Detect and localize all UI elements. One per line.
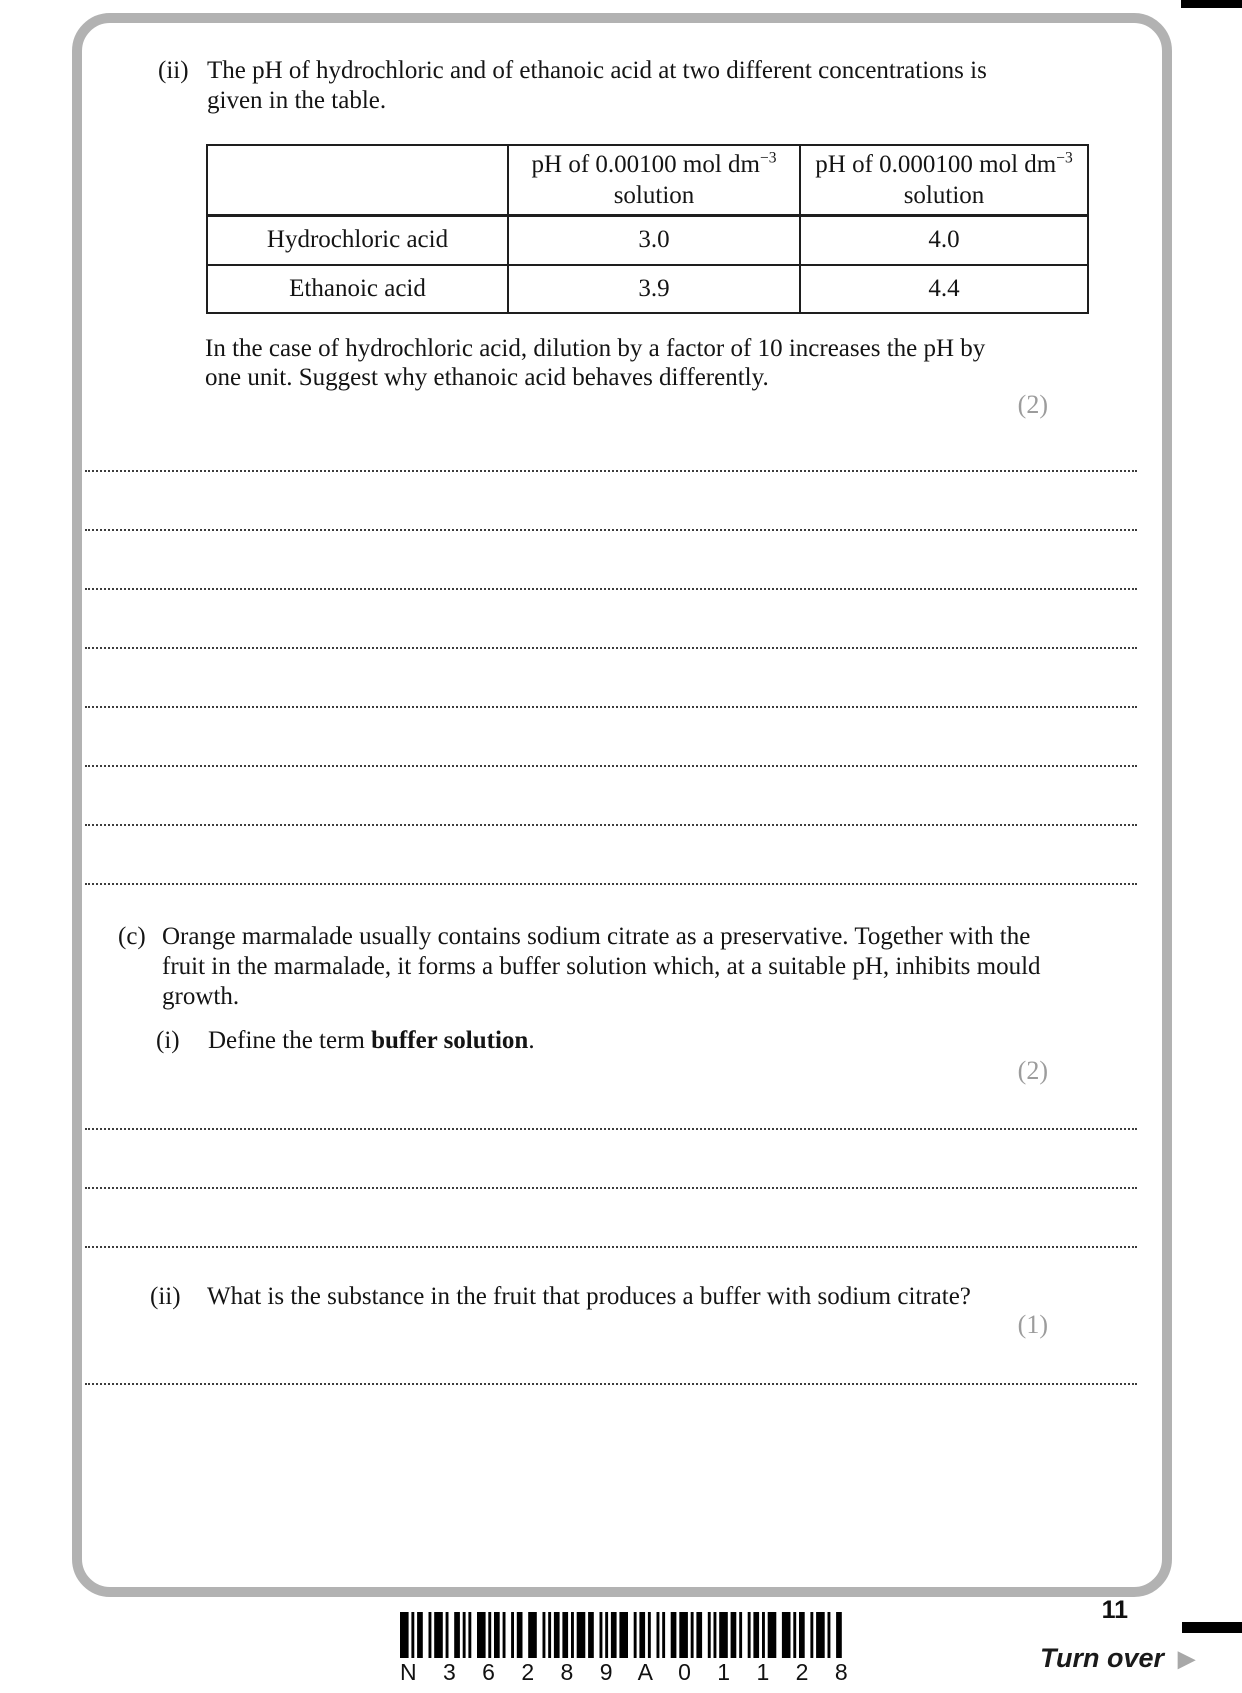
question-c-i-prompt: Define the term buffer solution. xyxy=(208,1027,535,1054)
ph-table-header-col2-line1: pH of 0.00100 mol $dm^{-3}$ xyxy=(531,149,777,178)
ethanoic-ph-1: 3.9 xyxy=(508,265,800,313)
ph-table-header-col2 xyxy=(508,145,800,215)
table-row xyxy=(207,265,1088,313)
registration-mark-right xyxy=(1182,1622,1242,1633)
superscript-exponent: −3 xyxy=(1056,149,1073,167)
question-c-ii-prompt: What is the substance in the fruit that produces a buffer with sodium citrate? xyxy=(207,1283,971,1310)
question-c-label: (c) xyxy=(118,923,146,950)
ph-table-header-col3-line1: pH of 0.000100 mol $dm^{-3}$ xyxy=(815,149,1073,178)
answer-line xyxy=(85,472,1137,531)
question-c xyxy=(118,922,1058,1012)
marks-badge: (1) xyxy=(1017,1310,1048,1339)
turn-over-label: Turn over xyxy=(1040,1643,1165,1673)
row-label-hydrochloric: Hydrochloric acid xyxy=(207,215,508,265)
turn-over-arrow-icon: ▶ xyxy=(1178,1645,1195,1671)
question-c-intro: Orange marmalade usually contains sodium citrate as a preservative. Together with the fruit in the marmalade, it forms a buffer solution which, at a suitable pH, inhibits mould growth. xyxy=(162,923,1041,1010)
answer-line xyxy=(85,1130,1137,1189)
answer-line xyxy=(85,1189,1137,1248)
question-c-ii xyxy=(150,1282,1070,1312)
answer-line xyxy=(85,1071,1137,1130)
question-c-i xyxy=(156,1026,1056,1056)
barcode-text: N 3 6 2 8 9 A 0 1 1 2 8 xyxy=(400,1659,858,1685)
answer-line xyxy=(85,767,1137,826)
answer-line xyxy=(85,1326,1137,1385)
answer-line xyxy=(85,590,1137,649)
answer-line xyxy=(85,826,1137,885)
page-number: 11 xyxy=(1101,1596,1128,1624)
ph-table-header-col3 xyxy=(800,145,1088,215)
question-b-ii xyxy=(158,56,998,116)
turn-over xyxy=(1040,1643,1195,1674)
ph-table-header-row xyxy=(207,145,1088,215)
answer-line xyxy=(85,708,1137,767)
barcode-image xyxy=(400,1612,846,1658)
answer-lines-c-i xyxy=(85,1071,1137,1248)
ph-table-header-col3-line2: solution xyxy=(903,181,985,209)
answer-line xyxy=(85,649,1137,708)
marks-badge: (2) xyxy=(1017,390,1048,419)
superscript-exponent: −3 xyxy=(759,149,777,167)
answer-line xyxy=(85,413,1137,472)
ph-table-header-col2-line2: solution xyxy=(613,181,695,209)
table-row xyxy=(207,215,1088,265)
answer-line xyxy=(85,531,1137,590)
answer-lines-c-ii xyxy=(85,1326,1137,1385)
buffer-solution-term: buffer solution xyxy=(371,1027,529,1054)
question-b-ii-follow-up: In the case of hydrochloric acid, dilution by a factor of 10 increases the pH by one unit. Suggest why ethanoic acid behaves differently. xyxy=(205,335,986,391)
question-b-ii-label: (ii) xyxy=(158,57,189,84)
question-b-ii-prompt: The pH of hydrochloric and of ethanoic acid at two different concentrations is given in the table. xyxy=(207,57,987,114)
question-c-i-label: (i) xyxy=(156,1027,180,1054)
answer-lines-b-ii xyxy=(85,413,1137,885)
hydrochloric-ph-1: 3.0 xyxy=(508,215,800,265)
registration-mark-top xyxy=(1181,0,1242,8)
question-c-ii-label: (ii) xyxy=(150,1283,181,1310)
barcode xyxy=(400,1612,858,1686)
ph-table-header-empty xyxy=(207,145,508,215)
marks-badge: (2) xyxy=(1017,1056,1048,1085)
row-label-ethanoic: Ethanoic acid xyxy=(207,265,508,313)
ph-table xyxy=(206,144,1089,314)
ethanoic-ph-2: 4.4 xyxy=(800,265,1088,313)
hydrochloric-ph-2: 4.0 xyxy=(800,215,1088,265)
